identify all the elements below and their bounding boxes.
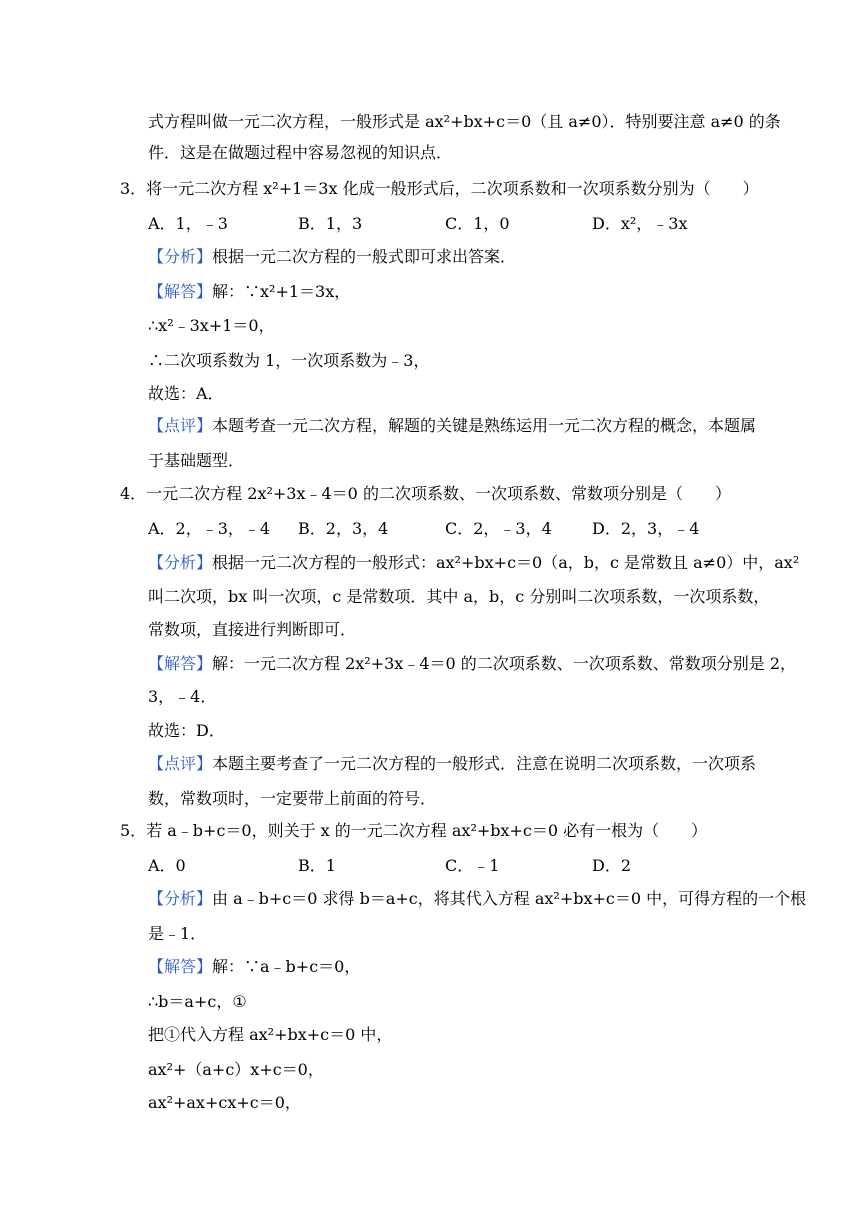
question-3-options — [0, 213, 860, 235]
analysis-tag: 【分析】 — [148, 889, 213, 908]
text-line: 式方程叫做一元二次方程，一般形式是 ax²+bx+c＝0（且 a≠0）．特别要注意 a≠0 的条 — [148, 112, 781, 131]
text-line: 故选：A． — [148, 384, 224, 403]
option-d: D．2，3，﹣4 — [592, 519, 700, 538]
option-c: C．2，﹣3，4 — [445, 519, 552, 538]
text-line: ∴b＝a+c，① — [148, 992, 247, 1011]
option-b: B．1 — [298, 856, 336, 875]
text-line: ax²+ax+cx+c＝0， — [148, 1093, 301, 1112]
solution-line: 【解答】解：∵x²+1＝3x， — [148, 282, 351, 301]
text-line: 3，﹣4． — [148, 687, 217, 706]
comment-line: 【点评】本题主要考查了一元二次方程的一般形式．注意在说明二次项系数，一次项系 — [148, 754, 757, 773]
text-line: ∴x²﹣3x+1＝0， — [148, 316, 275, 335]
question-5-options — [0, 855, 860, 877]
comment-tag: 【点评】 — [148, 754, 213, 773]
option-a: A．0 — [148, 856, 186, 875]
analysis-line: 【分析】根据一元二次方程的一般形式：ax²+bx+c＝0（a，b，c 是常数且 a≠0）中，ax² — [148, 553, 800, 572]
text-line: ax²+（a+c）x+c＝0， — [148, 1060, 324, 1079]
option-a: A．1，﹣3 — [148, 214, 228, 233]
text-line: 故选：D． — [148, 721, 225, 740]
analysis-tag: 【分析】 — [148, 247, 213, 266]
solution-tag: 【解答】 — [148, 654, 213, 673]
question-5-stem: 5．若 a﹣b+c＝0，则关于 x 的一元二次方程 ax²+bx+c＝0 必有一根为（ ） — [120, 821, 708, 840]
solution-line: 【解答】解：∵a﹣b+c＝0， — [148, 957, 361, 976]
option-d: D．x²，﹣3x — [592, 214, 688, 233]
analysis-tag: 【分析】 — [148, 553, 213, 572]
comment-line: 【点评】本题考查一元二次方程，解题的关键是熟练运用一元二次方程的概念，本题属 — [148, 416, 757, 435]
solution-tag: 【解答】 — [148, 957, 213, 976]
text-line: 常数项，直接进行判断即可． — [148, 620, 357, 639]
option-b: B．1，3 — [298, 214, 363, 233]
text-line: 于基础题型． — [148, 451, 245, 470]
option-c: C．1，0 — [445, 214, 510, 233]
question-4-options — [0, 518, 860, 540]
question-4-stem: 4．一元二次方程 2x²+3x﹣4＝0 的二次项系数、一次项系数、常数项分别是（ ） — [120, 484, 731, 503]
analysis-line: 【分析】根据一元二次方程的一般式即可求出答案． — [148, 247, 517, 266]
text-line: ∴二次项系数为 1，一次项系数为﹣3， — [148, 351, 430, 370]
question-3-stem: 3．将一元二次方程 x²+1＝3x 化成一般形式后，二次项系数和一次项系数分别为（ ） — [120, 179, 759, 198]
analysis-line: 【分析】由 a﹣b+c＝0 求得 b＝a+c，将其代入方程 ax²+bx+c＝0 中，可得方程的一个根 — [148, 889, 807, 908]
option-c: C．﹣1 — [445, 856, 500, 875]
solution-tag: 【解答】 — [148, 282, 213, 301]
option-a: A．2，﹣3，﹣4 — [148, 519, 271, 538]
text-line: 把①代入方程 ax²+bx+c＝0 中， — [148, 1025, 393, 1044]
comment-tag: 【点评】 — [148, 416, 213, 435]
solution-line: 【解答】解：一元二次方程 2x²+3x﹣4＝0 的二次项系数、一次项系数、常数项分别是 2， — [148, 654, 797, 673]
text-line: 数，常数项时，一定要带上前面的符号． — [148, 789, 437, 808]
text-line: 叫二次项，bx 叫一次项，c 是常数项．其中 a，b，c 分别叫二次项系数，一次项系数， — [148, 587, 770, 606]
option-d: D．2 — [592, 856, 632, 875]
text-line: 是﹣1． — [148, 924, 207, 943]
text-line: 件．这是在做题过程中容易忽视的知识点． — [148, 143, 453, 162]
option-b: B．2，3，4 — [298, 519, 389, 538]
